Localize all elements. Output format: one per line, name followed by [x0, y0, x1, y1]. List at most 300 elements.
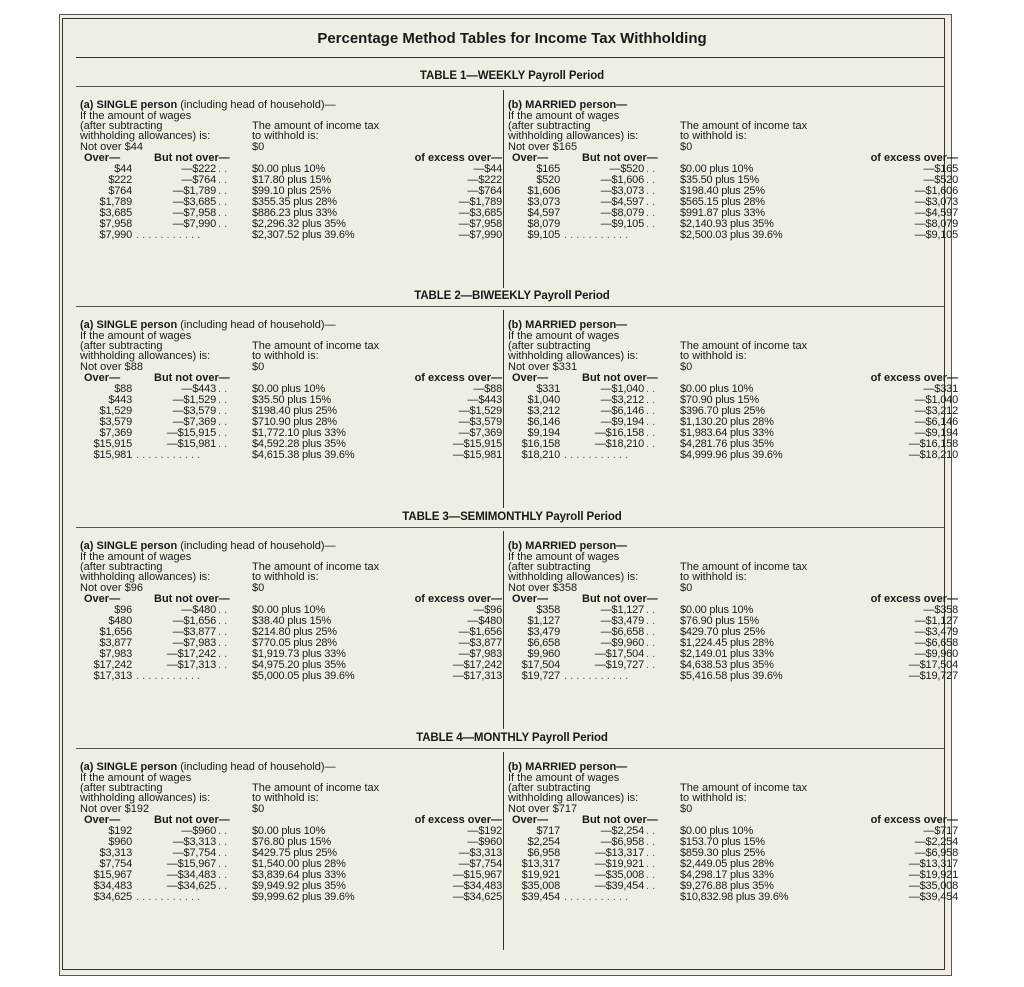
- row-but-not-over-value: —$2,254: [600, 825, 644, 837]
- leader-dots: . .: [218, 626, 228, 638]
- row-over-value: $96: [114, 604, 132, 616]
- row-over-value: $443: [108, 394, 132, 406]
- row-over-value: $7,983: [99, 648, 132, 660]
- row-over-value: $17,504: [521, 659, 560, 671]
- row-over-value: $3,073: [527, 196, 560, 208]
- row-but-not-over-value: —$222: [181, 163, 216, 175]
- row-tax-amount: $2,449.05 plus 28%: [680, 858, 774, 870]
- not-over-amount: $0: [252, 141, 265, 153]
- leader-dots: . .: [646, 648, 656, 660]
- intro-line-2: (after subtracting: [508, 782, 591, 794]
- row-excess-value: —$222: [467, 174, 502, 186]
- intro-line-3: withholding allowances) is:: [80, 792, 211, 804]
- row-over-value: $165: [536, 163, 560, 175]
- leader-dots: . .: [646, 405, 656, 417]
- section-heading: (b) MARRIED person—: [508, 761, 628, 773]
- col-not-over-header: But not over—: [154, 593, 230, 605]
- row-but-not-over-value: —$19,921: [594, 858, 644, 870]
- amount-label-2: to withhold is:: [252, 792, 319, 804]
- row-excess-value: —$13,317: [908, 858, 958, 870]
- section-heading: (b) MARRIED person—: [508, 99, 628, 111]
- col-over-header: Over—: [84, 814, 121, 826]
- row-excess-value: —$39,454: [908, 891, 958, 903]
- row-tax-amount: $10,832.98 plus 39.6%: [680, 891, 789, 903]
- row-tax-amount: $17.80 plus 15%: [252, 174, 331, 186]
- section-heading: (b) MARRIED person—: [508, 319, 628, 331]
- row-tax-amount: $565.15 plus 28%: [680, 196, 765, 208]
- col-excess-header: of excess over—: [870, 593, 958, 605]
- row-tax-amount: $0.00 plus 10%: [680, 604, 754, 616]
- leader-dots: . .: [646, 427, 656, 439]
- row-but-not-over-value: —$8,079: [600, 207, 644, 219]
- row-tax-amount: $5,416.58 plus 39.6%: [680, 670, 783, 682]
- not-over-amount: $0: [680, 803, 693, 815]
- leader-dots: . .: [646, 615, 656, 627]
- row-tax-amount: $429.70 plus 25%: [680, 626, 765, 638]
- intro-line-2: (after subtracting: [508, 120, 591, 132]
- section-heading-bold: (a) SINGLE person: [80, 540, 178, 552]
- amount-label-2: to withhold is:: [680, 350, 747, 362]
- row-but-not-over-value: —$764: [181, 174, 216, 186]
- row-excess-value: —$15,967: [452, 869, 502, 881]
- row-over-value: $9,194: [527, 427, 560, 439]
- row-but-not-over-value: —$3,313: [172, 836, 216, 848]
- row-over-value: $19,727: [521, 670, 560, 682]
- intro-line-3: withholding allowances) is:: [508, 350, 639, 362]
- leader-dots: . .: [646, 185, 656, 197]
- leader-dots: . . . . . . . . . . .: [136, 229, 201, 241]
- leader-dots: . .: [646, 825, 656, 837]
- intro-line-2: (after subtracting: [80, 782, 163, 794]
- col-not-over-header: But not over—: [154, 372, 230, 384]
- not-over-label: Not over $717: [508, 803, 578, 815]
- row-tax-amount: $198.40 plus 25%: [680, 185, 765, 197]
- intro-line-2: (after subtracting: [80, 120, 163, 132]
- row-excess-value: —$192: [467, 825, 502, 837]
- row-over-value: $717: [536, 825, 560, 837]
- col-over-header: Over—: [512, 372, 549, 384]
- intro-line-1: If the amount of wages: [508, 551, 620, 563]
- amount-label-1: The amount of income tax: [680, 120, 808, 132]
- leader-dots: . .: [646, 847, 656, 859]
- row-but-not-over-value: —$9,960: [600, 637, 644, 649]
- row-tax-amount: $1,919.73 plus 33%: [252, 648, 346, 660]
- leader-dots: . .: [646, 869, 656, 881]
- row-but-not-over-value: —$3,877: [172, 626, 216, 638]
- row-excess-value: —$7,983: [458, 648, 502, 660]
- leader-dots: . .: [218, 604, 228, 616]
- row-but-not-over-value: —$7,990: [172, 218, 216, 230]
- amount-label-2: to withhold is:: [680, 130, 747, 142]
- table-2-single-section: [80, 320, 500, 536]
- row-but-not-over-value: —$7,369: [172, 416, 216, 428]
- row-excess-value: —$96: [473, 604, 502, 616]
- leader-dots: . .: [218, 825, 228, 837]
- row-excess-value: —$358: [923, 604, 958, 616]
- row-tax-amount: $38.40 plus 15%: [252, 615, 331, 627]
- row-over-value: $6,146: [527, 416, 560, 428]
- leader-dots: . .: [218, 207, 228, 219]
- intro-line-3: withholding allowances) is:: [80, 130, 211, 142]
- row-but-not-over-value: —$34,625: [166, 880, 216, 892]
- row-excess-value: —$3,479: [914, 626, 958, 638]
- row-excess-value: —$7,754: [458, 858, 502, 870]
- not-over-amount: $0: [680, 361, 693, 373]
- row-but-not-over-value: —$35,008: [594, 869, 644, 881]
- row-but-not-over-value: —$9,194: [600, 416, 644, 428]
- row-excess-value: —$3,313: [458, 847, 502, 859]
- intro-line-1: If the amount of wages: [80, 330, 192, 342]
- not-over-amount: $0: [680, 582, 693, 594]
- row-but-not-over-value: —$1,529: [172, 394, 216, 406]
- row-over-value: $3,212: [527, 405, 560, 417]
- table-2-married-section: [508, 319, 958, 536]
- row-tax-amount: $76.90 plus 15%: [680, 615, 759, 627]
- intro-line-2: (after subtracting: [80, 561, 163, 573]
- row-tax-amount: $0.00 plus 10%: [252, 163, 326, 175]
- row-but-not-over-value: —$3,212: [600, 394, 644, 406]
- row-but-not-over-value: —$3,685: [172, 196, 216, 208]
- leader-dots: . .: [646, 416, 656, 428]
- row-tax-amount: $429.75 plus 25%: [252, 847, 337, 859]
- not-over-amount: $0: [252, 803, 265, 815]
- row-over-value: $4,597: [527, 207, 560, 219]
- row-but-not-over-value: —$39,454: [594, 880, 644, 892]
- row-over-value: $1,789: [99, 196, 132, 208]
- row-over-value: $520: [536, 174, 560, 186]
- row-over-value: $3,313: [99, 847, 132, 859]
- leader-dots: . .: [218, 185, 228, 197]
- row-tax-amount: $4,592.28 plus 35%: [252, 438, 346, 450]
- row-but-not-over-value: —$443: [181, 383, 216, 395]
- row-excess-value: —$2,254: [914, 836, 958, 848]
- row-but-not-over-value: —$6,658: [600, 626, 644, 638]
- row-excess-value: —$6,958: [914, 847, 958, 859]
- col-over-header: Over—: [84, 372, 121, 384]
- table-1-rule: [76, 86, 944, 87]
- row-tax-amount: $770.05 plus 28%: [252, 637, 337, 649]
- row-tax-amount: $4,999.96 plus 39.6%: [680, 449, 783, 461]
- row-over-value: $1,606: [527, 185, 560, 197]
- row-over-value: $7,369: [99, 427, 132, 439]
- row-excess-value: —$1,789: [458, 196, 502, 208]
- row-tax-amount: $0.00 plus 10%: [680, 825, 754, 837]
- col-excess-header: of excess over—: [414, 814, 502, 826]
- not-over-label: Not over $331: [508, 361, 578, 373]
- row-but-not-over-value: —$960: [181, 825, 216, 837]
- leader-dots: . .: [218, 847, 228, 859]
- row-but-not-over-value: —$4,597: [600, 196, 644, 208]
- row-excess-value: —$480: [467, 615, 502, 627]
- table-1-divider: [503, 90, 504, 288]
- row-over-value: $17,313: [93, 670, 132, 682]
- row-but-not-over-value: —$3,479: [600, 615, 644, 627]
- row-over-value: $1,656: [99, 626, 132, 638]
- row-tax-amount: $0.00 plus 10%: [252, 825, 326, 837]
- row-over-value: $15,981: [93, 449, 132, 461]
- amount-label-1: The amount of income tax: [252, 340, 380, 352]
- row-excess-value: —$717: [923, 825, 958, 837]
- leader-dots: . .: [646, 163, 656, 175]
- row-excess-value: —$764: [467, 185, 502, 197]
- leader-dots: . . . . . . . . . . .: [564, 449, 629, 461]
- col-over-header: Over—: [84, 152, 121, 164]
- row-excess-value: —$18,210: [908, 449, 958, 461]
- row-excess-value: —$44: [473, 163, 502, 175]
- row-excess-value: —$6,658: [914, 637, 958, 649]
- table-4-single-section: [80, 762, 500, 978]
- row-tax-amount: $991.87 plus 33%: [680, 207, 765, 219]
- row-over-value: $1,040: [527, 394, 560, 406]
- col-excess-header: of excess over—: [414, 152, 502, 164]
- row-but-not-over-value: —$13,317: [594, 847, 644, 859]
- leader-dots: . .: [218, 615, 228, 627]
- row-tax-amount: $9,949.92 plus 35%: [252, 880, 346, 892]
- leader-dots: . .: [646, 836, 656, 848]
- amount-label-2: to withhold is:: [252, 130, 319, 142]
- row-tax-amount: $1,540.00 plus 28%: [252, 858, 346, 870]
- row-but-not-over-value: —$17,313: [166, 659, 216, 671]
- row-tax-amount: $35.50 plus 15%: [680, 174, 759, 186]
- row-over-value: $9,960: [527, 648, 560, 660]
- row-tax-amount: $3,839.64 plus 33%: [252, 869, 346, 881]
- row-tax-amount: $1,130.20 plus 28%: [680, 416, 774, 428]
- row-but-not-over-value: —$34,483: [166, 869, 216, 881]
- row-over-value: $3,877: [99, 637, 132, 649]
- col-excess-header: of excess over—: [414, 593, 502, 605]
- row-but-not-over-value: —$17,504: [594, 648, 644, 660]
- row-tax-amount: $1,224.45 plus 28%: [680, 637, 774, 649]
- col-excess-header: of excess over—: [870, 814, 958, 826]
- row-tax-amount: $9,276.88 plus 35%: [680, 880, 774, 892]
- leader-dots: . .: [218, 637, 228, 649]
- leader-dots: . . . . . . . . . . .: [564, 891, 629, 903]
- row-over-value: $764: [108, 185, 132, 197]
- table-1-single-section: [80, 100, 500, 316]
- row-excess-value: —$88: [473, 383, 502, 395]
- row-tax-amount: $710.90 plus 28%: [252, 416, 337, 428]
- table-2-rule: [76, 306, 944, 307]
- col-over-header: Over—: [512, 152, 549, 164]
- row-but-not-over-value: —$18,210: [594, 438, 644, 450]
- leader-dots: . .: [646, 637, 656, 649]
- row-but-not-over-value: —$15,967: [166, 858, 216, 870]
- table-2-title: TABLE 2—BIWEEKLY Payroll Period: [414, 290, 610, 302]
- row-over-value: $8,079: [527, 218, 560, 230]
- row-excess-value: —$19,921: [908, 869, 958, 881]
- row-over-value: $15,915: [93, 438, 132, 450]
- row-over-value: $1,529: [99, 405, 132, 417]
- leader-dots: . . . . . . . . . . .: [136, 670, 201, 682]
- section-heading-bold: (a) SINGLE person: [80, 761, 178, 773]
- leader-dots: . .: [218, 836, 228, 848]
- row-over-value: $35,008: [521, 880, 560, 892]
- row-over-value: $6,658: [527, 637, 560, 649]
- leader-dots: . .: [646, 626, 656, 638]
- row-over-value: $3,579: [99, 416, 132, 428]
- row-excess-value: —$1,606: [914, 185, 958, 197]
- row-tax-amount: $4,615.38 plus 39.6%: [252, 449, 355, 461]
- amount-label-1: The amount of income tax: [680, 340, 808, 352]
- row-excess-value: —$8,079: [914, 218, 958, 230]
- intro-line-3: withholding allowances) is:: [80, 571, 211, 583]
- amount-label-2: to withhold is:: [680, 571, 747, 583]
- row-excess-value: —$35,008: [908, 880, 958, 892]
- row-over-value: $34,625: [93, 891, 132, 903]
- intro-line-2: (after subtracting: [508, 340, 591, 352]
- row-tax-amount: $70.90 plus 15%: [680, 394, 759, 406]
- row-but-not-over-value: —$7,754: [172, 847, 216, 859]
- row-excess-value: —$9,105: [914, 229, 958, 241]
- row-but-not-over-value: —$520: [609, 163, 644, 175]
- row-over-value: $3,479: [527, 626, 560, 638]
- leader-dots: . .: [646, 174, 656, 186]
- col-excess-header: of excess over—: [870, 152, 958, 164]
- row-but-not-over-value: —$1,040: [600, 383, 644, 395]
- row-tax-amount: $859.30 plus 25%: [680, 847, 765, 859]
- row-excess-value: —$1,127: [914, 615, 958, 627]
- row-excess-value: —$19,727: [908, 670, 958, 682]
- row-over-value: $331: [536, 383, 560, 395]
- leader-dots: . .: [218, 405, 228, 417]
- table-3-title: TABLE 3—SEMIMONTHLY Payroll Period: [402, 511, 622, 523]
- col-not-over-header: But not over—: [582, 372, 658, 384]
- row-tax-amount: $0.00 plus 10%: [680, 383, 754, 395]
- intro-line-1: If the amount of wages: [508, 330, 620, 342]
- row-over-value: $13,317: [521, 858, 560, 870]
- leader-dots: . .: [646, 438, 656, 450]
- leader-dots: . .: [646, 207, 656, 219]
- row-excess-value: —$34,625: [452, 891, 502, 903]
- row-over-value: $480: [108, 615, 132, 627]
- row-excess-value: —$9,194: [914, 427, 958, 439]
- leader-dots: . .: [646, 880, 656, 892]
- leader-dots: . .: [218, 427, 228, 439]
- col-not-over-header: But not over—: [582, 152, 658, 164]
- intro-line-2: (after subtracting: [80, 340, 163, 352]
- col-over-header: Over—: [512, 814, 549, 826]
- row-tax-amount: $0.00 plus 10%: [252, 604, 326, 616]
- row-but-not-over-value: —$6,958: [600, 836, 644, 848]
- leader-dots: . .: [218, 880, 228, 892]
- row-over-value: $2,254: [527, 836, 560, 848]
- row-tax-amount: $5,000.05 plus 39.6%: [252, 670, 355, 682]
- col-over-header: Over—: [84, 593, 121, 605]
- row-tax-amount: $4,638.53 plus 35%: [680, 659, 774, 671]
- row-tax-amount: $4,975.20 plus 35%: [252, 659, 346, 671]
- table-3-rule: [76, 527, 944, 528]
- intro-line-1: If the amount of wages: [80, 110, 192, 122]
- row-over-value: $17,242: [93, 659, 132, 671]
- row-excess-value: —$960: [467, 836, 502, 848]
- not-over-label: Not over $192: [80, 803, 150, 815]
- row-tax-amount: $2,296.32 plus 35%: [252, 218, 346, 230]
- leader-dots: . .: [218, 394, 228, 406]
- row-over-value: $44: [114, 163, 132, 175]
- row-excess-value: —$3,877: [458, 637, 502, 649]
- row-but-not-over-value: —$1,127: [600, 604, 644, 616]
- not-over-label: Not over $165: [508, 141, 578, 153]
- amount-label-2: to withhold is:: [680, 792, 747, 804]
- row-tax-amount: $2,140.93 plus 35%: [680, 218, 774, 230]
- row-over-value: $39,454: [521, 891, 560, 903]
- col-excess-header: of excess over—: [870, 372, 958, 384]
- row-excess-value: —$9,960: [914, 648, 958, 660]
- page-title: Percentage Method Tables for Income Tax Withholding: [317, 30, 707, 47]
- intro-line-3: withholding allowances) is:: [508, 792, 639, 804]
- row-tax-amount: $1,983.64 plus 33%: [680, 427, 774, 439]
- col-not-over-header: But not over—: [154, 152, 230, 164]
- row-excess-value: —$15,981: [452, 449, 502, 461]
- table-4-married-section: [508, 761, 958, 978]
- leader-dots: . .: [218, 218, 228, 230]
- table-4-divider: [503, 752, 504, 950]
- row-over-value: $7,958: [99, 218, 132, 230]
- not-over-label: Not over $358: [508, 582, 578, 594]
- col-not-over-header: But not over—: [582, 593, 658, 605]
- row-excess-value: —$3,685: [458, 207, 502, 219]
- section-heading-bold: (a) SINGLE person: [80, 319, 178, 331]
- row-tax-amount: $2,500.03 plus 39.6%: [680, 229, 783, 241]
- row-tax-amount: $2,149.01 plus 33%: [680, 648, 774, 660]
- leader-dots: . .: [646, 383, 656, 395]
- row-but-not-over-value: —$15,915: [166, 427, 216, 439]
- row-but-not-over-value: —$3,579: [172, 405, 216, 417]
- leader-dots: . .: [218, 659, 228, 671]
- row-tax-amount: $1,772.10 plus 33%: [252, 427, 346, 439]
- row-excess-value: —$443: [467, 394, 502, 406]
- amount-label-2: to withhold is:: [252, 571, 319, 583]
- leader-dots: . . . . . . . . . . .: [136, 891, 201, 903]
- intro-line-2: (after subtracting: [508, 561, 591, 573]
- table-4-title: TABLE 4—MONTHLY Payroll Period: [416, 732, 608, 744]
- col-over-header: Over—: [512, 593, 549, 605]
- row-tax-amount: $355.35 plus 28%: [252, 196, 337, 208]
- row-tax-amount: $4,281.76 plus 35%: [680, 438, 774, 450]
- row-over-value: $192: [108, 825, 132, 837]
- section-heading-rest: (including head of household)—: [177, 761, 336, 773]
- row-tax-amount: $396.70 plus 25%: [680, 405, 765, 417]
- row-over-value: $88: [114, 383, 132, 395]
- table-3-married-section: [508, 540, 958, 757]
- table-1-married-section: [508, 99, 958, 316]
- row-excess-value: —$3,212: [914, 405, 958, 417]
- leader-dots: . .: [218, 869, 228, 881]
- row-excess-value: —$165: [923, 163, 958, 175]
- leader-dots: . .: [218, 858, 228, 870]
- section-heading-bold: (a) SINGLE person: [80, 99, 178, 111]
- row-tax-amount: $9,999.62 plus 39.6%: [252, 891, 355, 903]
- row-excess-value: —$331: [923, 383, 958, 395]
- intro-line-1: If the amount of wages: [508, 772, 620, 784]
- row-excess-value: —$17,313: [452, 670, 502, 682]
- leader-dots: . .: [218, 163, 228, 175]
- col-excess-header: of excess over—: [414, 372, 502, 384]
- not-over-label: Not over $88: [80, 361, 143, 373]
- row-tax-amount: $214.80 plus 25%: [252, 626, 337, 638]
- leader-dots: . .: [646, 858, 656, 870]
- row-but-not-over-value: —$480: [181, 604, 216, 616]
- leader-dots: . .: [218, 648, 228, 660]
- intro-line-1: If the amount of wages: [508, 110, 620, 122]
- row-over-value: $18,210: [521, 449, 560, 461]
- row-but-not-over-value: —$1,656: [172, 615, 216, 627]
- not-over-amount: $0: [252, 361, 265, 373]
- intro-line-3: withholding allowances) is:: [508, 130, 639, 142]
- leader-dots: . .: [218, 174, 228, 186]
- intro-line-1: If the amount of wages: [80, 772, 192, 784]
- amount-label-1: The amount of income tax: [252, 561, 380, 573]
